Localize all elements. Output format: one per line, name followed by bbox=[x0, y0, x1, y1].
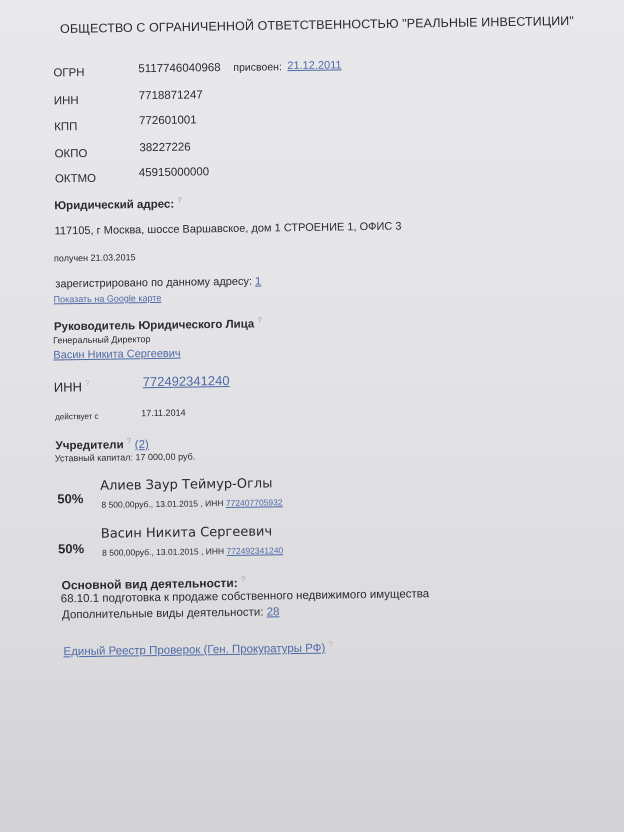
registered-at-address bbox=[55, 276, 261, 291]
help-icon[interactable]: ? bbox=[84, 378, 90, 389]
ogrn-label: ОГРН bbox=[53, 66, 85, 80]
head-since-date: 17.11.2014 bbox=[141, 407, 186, 419]
company-title: ОБЩЕСТВО С ОГРАНИЧЕННОЙ ОТВЕТСТВЕННОСТЬЮ "РЕАЛЬНЫЕ ИНВЕСТИЦИИ" bbox=[60, 13, 574, 36]
help-icon[interactable]: ? bbox=[126, 436, 132, 446]
head-since-label: действует с bbox=[55, 411, 99, 422]
help-icon[interactable]: ? bbox=[177, 195, 183, 205]
founder-2-name: Васин Никита Сергеевич bbox=[100, 524, 273, 542]
registry-checks-link[interactable]: Единый Реестр Проверок (Ген. Прокуратуры РФ) bbox=[63, 642, 326, 659]
founder-1-meta bbox=[101, 497, 282, 510]
activity-heading-text: Основной вид деятельности: bbox=[61, 575, 238, 593]
registered-count-link[interactable]: 1 bbox=[255, 275, 262, 288]
registered-text: зарегистрировано по данному адресу: bbox=[55, 275, 253, 291]
address-heading bbox=[54, 196, 182, 213]
assigned-date-link[interactable]: 21.12.2011 bbox=[287, 59, 342, 73]
oktmo-label: ОКТМО bbox=[54, 172, 97, 186]
ogrn-value: 5117746040968 bbox=[138, 62, 221, 76]
founder-2-meta bbox=[102, 545, 283, 558]
help-icon[interactable]: ? bbox=[240, 574, 246, 584]
head-heading bbox=[54, 316, 262, 334]
head-inn-link[interactable]: 772492341240 bbox=[142, 372, 230, 390]
google-map-link[interactable]: Показать на Google карте bbox=[53, 292, 162, 305]
activity-additional-label: Дополнительные виды деятельности: bbox=[61, 606, 264, 622]
inn-label: ИНН bbox=[53, 95, 79, 108]
head-position: Генеральный Директор bbox=[53, 334, 151, 346]
inn-value: 7718871247 bbox=[138, 89, 203, 103]
head-heading-text: Руководитель Юридического Лица bbox=[53, 318, 255, 334]
founders-heading bbox=[55, 436, 148, 452]
address-heading-text: Юридический адрес: bbox=[54, 198, 175, 213]
registry-checks bbox=[63, 640, 332, 659]
founder-2-percent: 50% bbox=[57, 541, 85, 557]
head-inn-label bbox=[54, 379, 90, 395]
head-inn-label-text: ИНН bbox=[53, 379, 83, 395]
founders-count-link[interactable]: (2) bbox=[134, 438, 149, 452]
activity-heading bbox=[61, 575, 245, 593]
founder-1-percent: 50% bbox=[57, 491, 84, 507]
founders-capital: Уставный капитал: 17 000,00 руб. bbox=[54, 451, 196, 464]
assigned-label: присвоен: bbox=[233, 61, 282, 74]
help-icon[interactable]: ? bbox=[257, 315, 263, 325]
kpp-value: 772601001 bbox=[139, 114, 197, 128]
activity-additional bbox=[62, 606, 280, 621]
founder-1-meta-text: 8 500,00руб., 13.01.2015 , ИНН bbox=[101, 498, 224, 510]
head-name-link[interactable]: Васин Никита Сергеевич bbox=[53, 347, 181, 362]
founder-1-name: Алиев Заур Теймур-Оглы bbox=[100, 476, 273, 494]
founder-2-inn-link[interactable]: 772492341240 bbox=[226, 545, 284, 557]
oktmo-value: 45915000000 bbox=[138, 166, 210, 180]
help-icon[interactable]: ? bbox=[328, 639, 333, 649]
founder-1-inn-link[interactable]: 772407705932 bbox=[225, 497, 283, 509]
founders-heading-text: Учредители bbox=[55, 439, 124, 453]
activity-additional-count-link[interactable]: 28 bbox=[266, 606, 280, 619]
kpp-label: КПП bbox=[54, 121, 78, 134]
founder-2-meta-text: 8 500,00руб., 13.01.2015 , ИНН bbox=[102, 546, 225, 558]
address-value: 117105, г Москва, шоссе Варшавское, дом 1 СТРОЕНИЕ 1, ОФИС 3 bbox=[54, 220, 402, 238]
address-received: получен 21.03.2015 bbox=[53, 252, 136, 264]
okpo-label: ОКПО bbox=[54, 147, 88, 161]
okpo-value: 38227226 bbox=[139, 141, 191, 155]
activity-main: 68.10.1 подготовка к продаже собственного недвижимого имущества bbox=[60, 588, 430, 606]
